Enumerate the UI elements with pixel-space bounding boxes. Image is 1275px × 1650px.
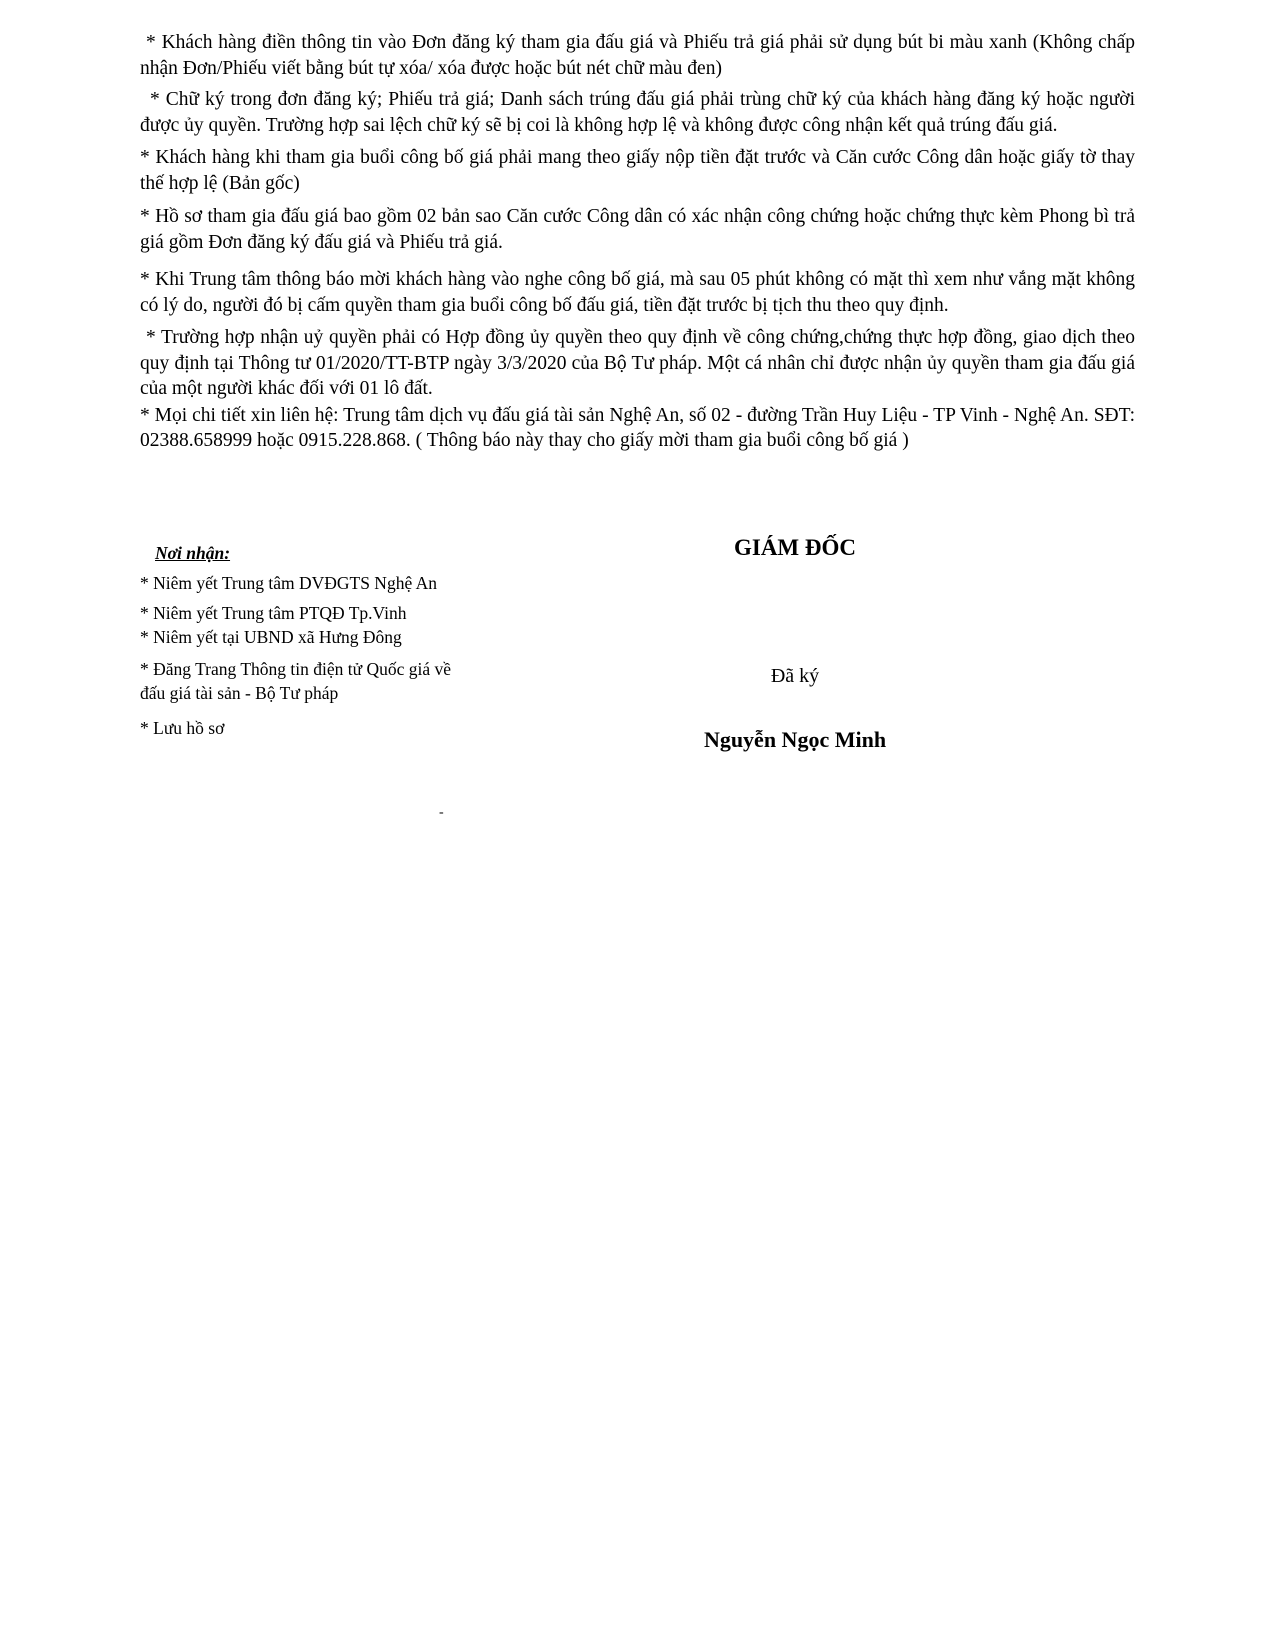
recipient-item: * Niêm yết tại UBND xã Hưng Đông [140, 627, 402, 647]
note-absence-rule: * Khi Trung tâm thông báo mời khách hàng vào nghe công bố giá, mà sau 05 phút không có mặt thì xem như vắng mặt không có lý do, người đó bị cấm quyền tham gia buổi công bố đấu giá, tiền đặt trước bị tịch thu theo quy định. [140, 269, 1135, 316]
recipients-title: Nơi nhận: [155, 543, 231, 563]
recipients-list [140, 571, 480, 740]
note-pen-color: * Khách hàng điền thông tin vào Đơn đăng ký tham gia đấu giá và Phiếu trả giá phải sử dụng bút bi màu xanh (Không chấp nhận Đơn/Phiếu viết bằng bút tự xóa/ xóa được hoặc bút nét chữ màu đen) [140, 32, 1135, 79]
signed-status: Đã ký [770, 665, 820, 687]
recipient-item: * Niêm yết Trung tâm PTQĐ Tp.Vinh [140, 603, 407, 623]
signer-title: GIÁM ĐỐC [733, 535, 857, 560]
note-authorization: * Trường hợp nhận uỷ quyền phải có Hợp đồng ủy quyền theo quy định về công chứng,chứng thực hợp đồng, giao dịch theo quy định tại Thông tư 01/2020/TT-BTP ngày 3/3/2020 của Bộ Tư pháp. Một cá nhân chỉ được nhận ủy quyền tham gia đấu giá của một người khác đối với 01 lô đất. [140, 327, 1135, 399]
recipient-item: * Niêm yết Trung tâm DVĐGTS Nghệ An [140, 573, 438, 593]
recipient-item: * Lưu hồ sơ [140, 718, 225, 738]
signature-block [595, 533, 995, 755]
note-dossier-contents: * Hồ sơ tham gia đấu giá bao gồm 02 bản sao Căn cước Công dân có xác nhận công chứng hoặc chứng thực kèm Phong bì trả giá gồm Đơn đăng ký đấu giá và Phiếu trả giá. [140, 206, 1135, 253]
signer-name: Nguyễn Ngọc Minh [703, 727, 887, 752]
note-contact-info: * Mọi chi tiết xin liên hệ: Trung tâm dịch vụ đấu giá tài sản Nghệ An, số 02 - đường Trần Huy Liệu - TP Vinh - Nghệ An. SĐT: 02388.658999 hoặc 0915.228.868. ( Thông báo này thay cho giấy mời tham gia buổi công bố giá ) [140, 404, 1135, 451]
notice-terms [140, 30, 1135, 454]
note-signature-match: * Chữ ký trong đơn đăng ký; Phiếu trả giá; Danh sách trúng đấu giá phải trùng chữ ký của khách hàng đăng ký hoặc người được ủy quyền. Trường hợp sai lệch chữ ký sẽ bị coi là không hợp lệ và không được công nhận kết quả trúng đấu giá. [140, 89, 1135, 136]
recipient-item: * Đăng Trang Thông tin điện tử Quốc giá về đấu giá tài sản - Bộ Tư pháp [140, 659, 452, 703]
note-required-documents: * Khách hàng khi tham gia buổi công bố giá phải mang theo giấy nộp tiền đặt trước và Căn cước Công dân hoặc giấy tờ thay thế hợp lệ (Bản gốc) [140, 147, 1135, 194]
stray-dash: - [439, 805, 444, 820]
recipients-block [140, 541, 480, 740]
